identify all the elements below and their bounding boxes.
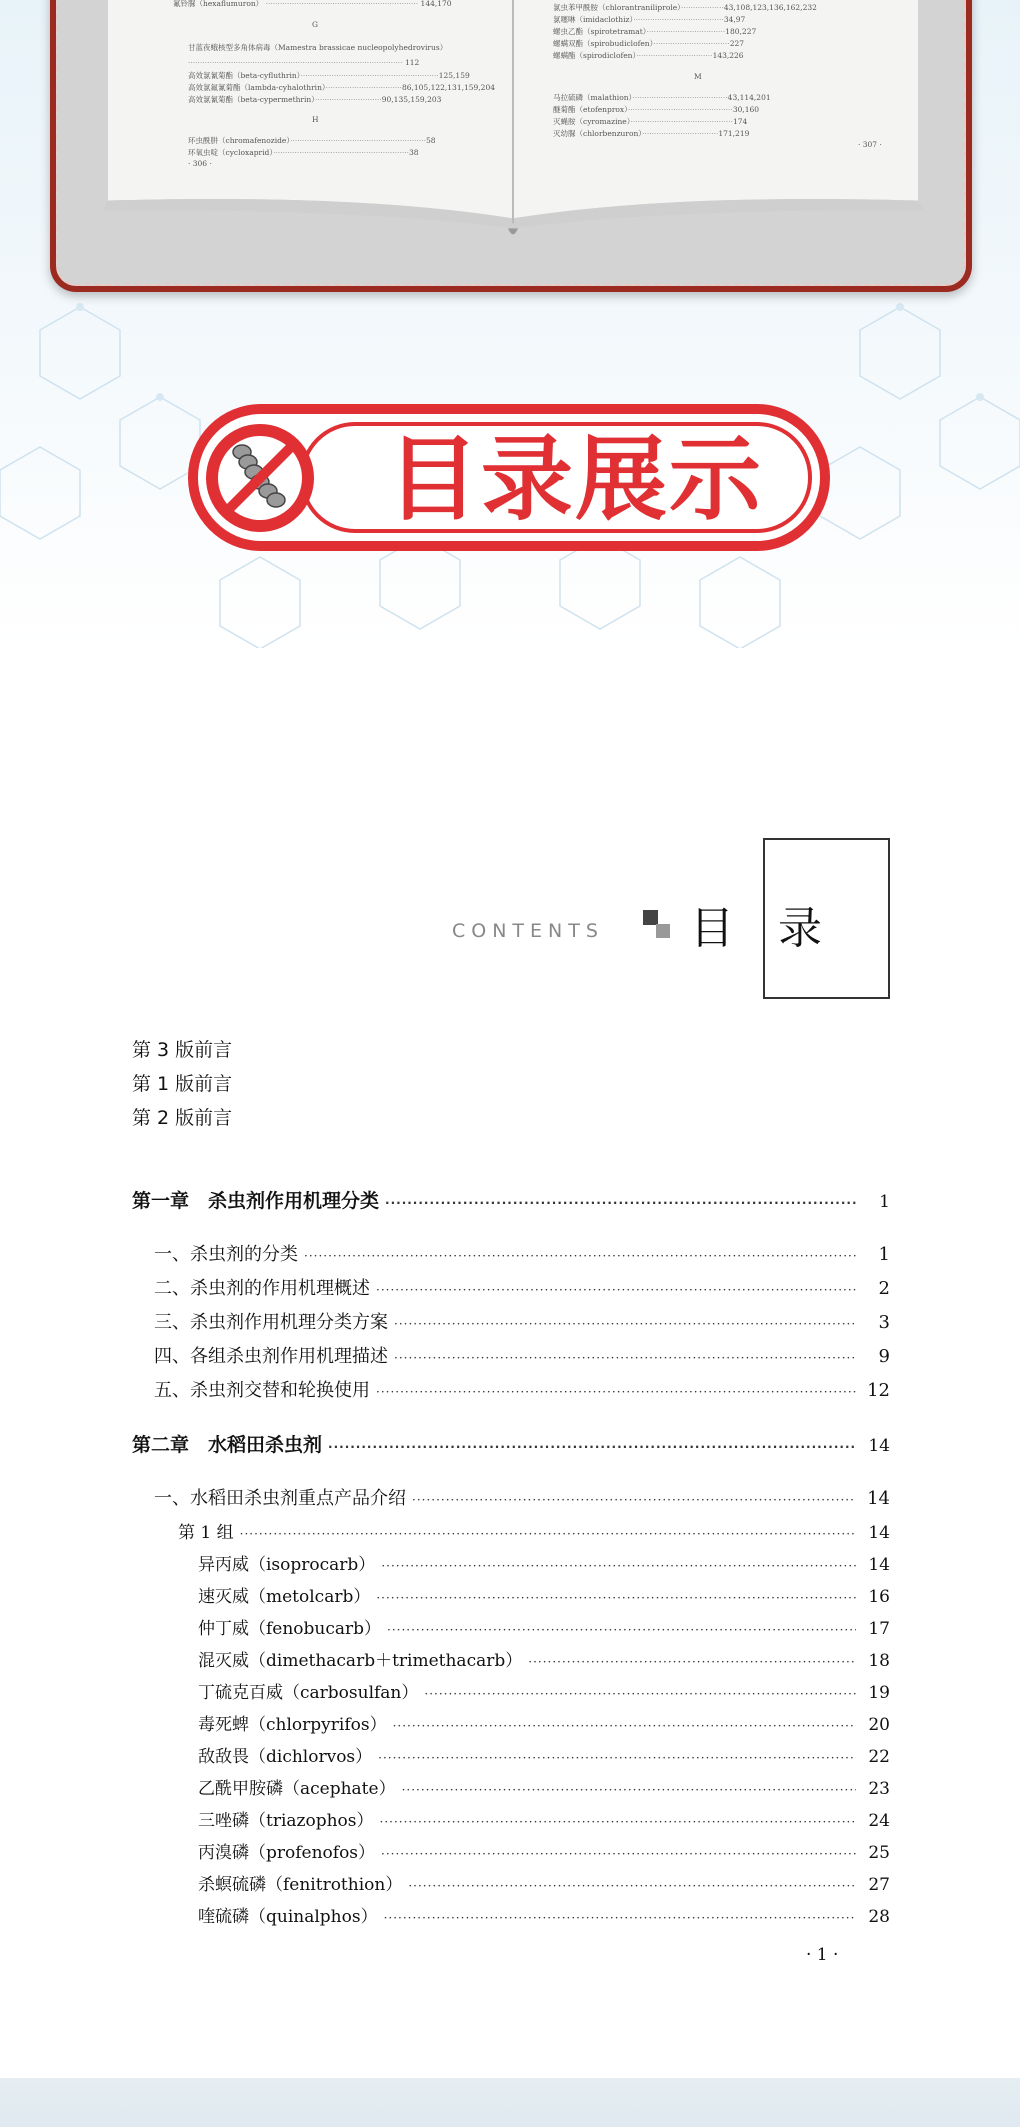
right-page-line: 马拉硫磷（malathion）········································43,114,201 xyxy=(553,93,771,102)
left-page-line: 环虫酰肼（chromafenozide）·························································58 xyxy=(188,136,436,145)
left-page-letter: G xyxy=(312,20,318,29)
leader-dots xyxy=(528,1655,856,1669)
product-title: 混灭威（dimethacarb＋trimethacarb） xyxy=(198,1651,523,1671)
page-ref: 14 xyxy=(867,1488,890,1509)
page-ref: 18 xyxy=(868,1651,890,1671)
left-page-line: 环氧虫啶（cycloxaprid）·························································38 xyxy=(188,148,419,157)
leader-dots xyxy=(393,1719,856,1733)
page-ref: 25 xyxy=(868,1843,890,1863)
left-page-line: 高效氯氰菊酯（beta-cypermethrin）····························90,135,159,203 xyxy=(188,95,442,104)
right-page-line: 醚菊酯（etofenprox）············································30,160 xyxy=(553,105,760,114)
leader-dots xyxy=(376,1591,856,1605)
right-page-letter: M xyxy=(694,72,702,81)
right-page-line xyxy=(553,0,752,1)
page-ref: 23 xyxy=(868,1779,890,1799)
section-title: 一、水稻田杀虫剂重点产品介绍 xyxy=(154,1488,406,1509)
product-title: 异丙威（isoprocarb） xyxy=(198,1555,376,1575)
right-page-folio: · 307 · xyxy=(858,140,882,149)
section-entry[interactable] xyxy=(154,1376,890,1402)
banner-title: 目录展示 xyxy=(386,426,763,533)
product-entry[interactable] xyxy=(198,1742,890,1767)
page-ref: 19 xyxy=(868,1683,890,1703)
leader-dots xyxy=(376,1283,856,1297)
section-title: 二、杀虫剂的作用机理概述 xyxy=(154,1278,370,1299)
right-page-line: 螺螨双酯（spirobudiclofen）································227 xyxy=(553,39,745,48)
right-page-line: 灭蝇胺（cyromazine）···········································174 xyxy=(553,117,748,126)
leader-dots xyxy=(408,1879,856,1893)
group-title: 第 1 组 xyxy=(178,1523,234,1543)
page-ref: 1 xyxy=(878,1244,890,1265)
page-ref: 27 xyxy=(868,1875,890,1895)
page-ref: 17 xyxy=(868,1619,890,1639)
product-entry[interactable] xyxy=(198,1838,890,1863)
left-page-line: 氟铃脲（hexaflumuron） ································································ 144,170 xyxy=(173,0,452,8)
right-page-line: 灭幼脲（chlorbenzuron）································171,219 xyxy=(553,129,750,138)
product-title: 丙溴磷（profenofos） xyxy=(198,1843,376,1863)
preface-entry: 第 1 版前言 xyxy=(132,1073,233,1095)
right-page-line: 螺螨酯（spirodiclofen）································143,226 xyxy=(553,51,744,60)
left-page-line: 甘蓝夜蛾核型多角体病毒（Mamestra brassicae nucleopolyhedrovirus） xyxy=(188,43,448,52)
page-ref: 1 xyxy=(879,1192,890,1212)
toc-page xyxy=(0,648,1020,2078)
leader-dots xyxy=(240,1527,856,1541)
chapter-title: 第一章 杀虫剂作用机理分类 xyxy=(132,1190,380,1212)
no-worm-icon xyxy=(206,424,314,532)
product-title: 仲丁威（fenobucarb） xyxy=(198,1619,382,1639)
right-page-line: 氯虫苯甲酰胺（chlorantraniliprole）··················43,108,123,136,162,232 xyxy=(553,3,817,12)
leader-dots xyxy=(424,1687,856,1701)
chapter-entry[interactable] xyxy=(132,1186,890,1213)
left-page-line: 高效氯氰菊酯（beta-cyfluthrin）··························································125,159 xyxy=(188,71,470,80)
right-page-line: 氯噻啉（imidaclothiz）······································34,97 xyxy=(553,15,746,24)
section-title: 四、各组杀虫剂作用机理描述 xyxy=(154,1346,388,1367)
promo-header xyxy=(0,0,1020,648)
group-entry[interactable] xyxy=(178,1518,890,1543)
page-ref: 14 xyxy=(868,1555,890,1575)
book-photo-frame xyxy=(50,0,972,292)
product-title: 毒死蜱（chlorpyrifos） xyxy=(198,1715,387,1735)
product-title: 喹硫磷（quinalphos） xyxy=(198,1907,378,1927)
section-entry[interactable] xyxy=(154,1240,890,1266)
product-entry[interactable] xyxy=(198,1902,890,1927)
section-title: 三、杀虫剂作用机理分类方案 xyxy=(154,1312,388,1333)
leader-dots xyxy=(402,1783,856,1797)
leader-dots xyxy=(304,1249,856,1263)
section-entry[interactable] xyxy=(154,1484,890,1510)
leader-dots xyxy=(412,1493,856,1507)
toc-heading: 目录 xyxy=(690,903,866,954)
section-title: 一、杀虫剂的分类 xyxy=(154,1244,298,1265)
leader-dots xyxy=(376,1385,856,1399)
section-entry[interactable] xyxy=(154,1274,890,1300)
left-page-letter: H xyxy=(312,115,319,124)
bottom-strip xyxy=(0,2078,1020,2127)
leader-dots xyxy=(378,1751,856,1765)
leader-dots xyxy=(394,1317,856,1331)
left-page-folio: · 306 · xyxy=(188,159,212,168)
leader-dots xyxy=(394,1351,856,1365)
leader-dots xyxy=(381,1847,856,1861)
product-entry[interactable] xyxy=(198,1806,890,1831)
page-ref: 14 xyxy=(868,1523,890,1543)
leader-dots xyxy=(328,1440,856,1454)
leader-dots xyxy=(381,1559,856,1573)
page-number: · 1 · xyxy=(806,1945,839,1965)
product-entry[interactable] xyxy=(198,1614,890,1639)
page-ref: 3 xyxy=(878,1312,890,1333)
page-ref: 24 xyxy=(868,1811,890,1831)
page-ref: 2 xyxy=(878,1278,890,1299)
product-title: 速灭威（metolcarb） xyxy=(198,1587,371,1607)
page-ref: 16 xyxy=(868,1587,890,1607)
right-page-line: 螺虫乙酯（spirotetramat）·································180,227 xyxy=(553,27,757,36)
section-entry[interactable] xyxy=(154,1342,890,1368)
product-entry[interactable] xyxy=(198,1582,890,1607)
page-ref: 20 xyxy=(868,1715,890,1735)
section-title: 五、杀虫剂交替和轮换使用 xyxy=(154,1380,370,1401)
page-ref: 9 xyxy=(878,1346,890,1367)
product-title: 乙酰甲胺磷（acephate） xyxy=(198,1779,396,1799)
product-entry[interactable] xyxy=(198,1870,890,1895)
chapter-title: 第二章 水稻田杀虫剂 xyxy=(132,1434,323,1456)
product-title: 丁硫克百威（carbosulfan） xyxy=(198,1683,419,1703)
product-entry[interactable] xyxy=(198,1774,890,1799)
decor-square xyxy=(643,910,658,925)
preface-entry: 第 2 版前言 xyxy=(132,1107,233,1129)
product-entry[interactable] xyxy=(198,1710,890,1735)
chapter-entry[interactable] xyxy=(132,1430,890,1457)
page-ref: 14 xyxy=(868,1436,890,1456)
leader-dots xyxy=(385,1196,856,1210)
left-page-line: 高效氯氟氰菊酯（lambda-cyhalothrin）································86,105,122,131,159,204 xyxy=(188,83,495,92)
preface-entry: 第 3 版前言 xyxy=(132,1039,233,1061)
page-ref: 28 xyxy=(868,1907,890,1927)
product-entry[interactable] xyxy=(198,1646,890,1671)
leader-dots xyxy=(384,1911,856,1925)
contents-label: CONTENTS xyxy=(452,920,604,942)
product-title: 敌敌畏（dichlorvos） xyxy=(198,1747,373,1767)
product-entry[interactable] xyxy=(198,1678,890,1703)
leader-dots xyxy=(380,1815,856,1829)
product-entry[interactable] xyxy=(198,1550,890,1575)
leader-dots xyxy=(387,1623,856,1637)
product-title: 三唑磷（triazophos） xyxy=(198,1811,374,1831)
page-ref: 22 xyxy=(868,1747,890,1767)
decor-square xyxy=(656,924,670,938)
section-entry[interactable] xyxy=(154,1308,890,1334)
product-title: 杀螟硫磷（fenitrothion） xyxy=(198,1875,403,1895)
left-page-line: ·························································································· 112 xyxy=(188,58,420,67)
page-ref: 12 xyxy=(867,1380,890,1401)
